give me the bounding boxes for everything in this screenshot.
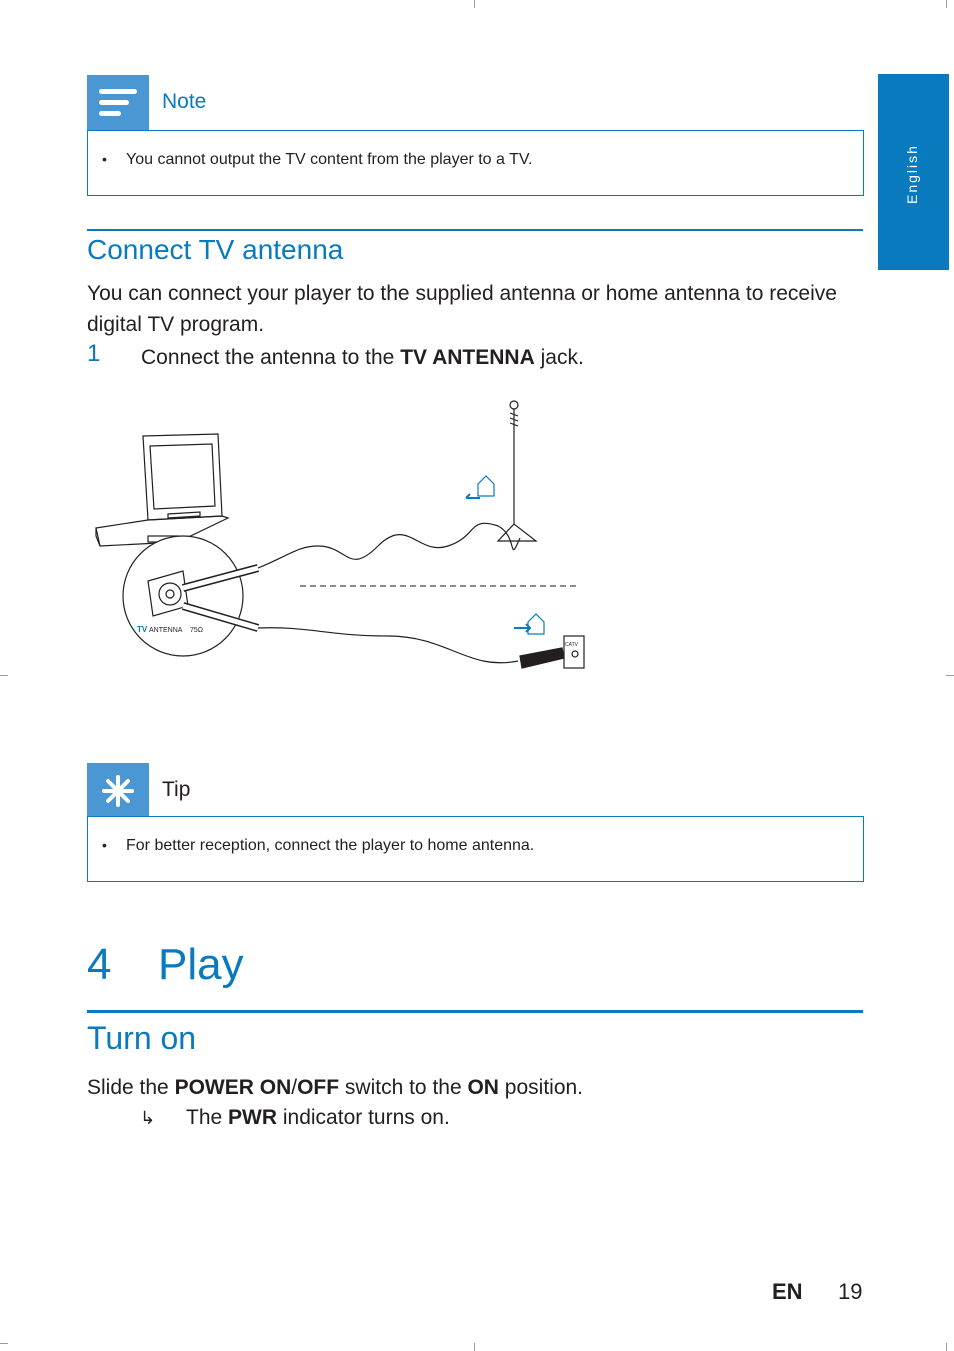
chapter-number: 4	[87, 940, 112, 989]
keyword-pwr: PWR	[228, 1106, 278, 1129]
step-text	[141, 342, 584, 373]
crop-mark	[474, 0, 475, 8]
portable-player-icon	[96, 434, 228, 546]
tip-icon	[87, 763, 149, 819]
note-box	[87, 130, 864, 196]
jack-magnifier	[123, 536, 243, 656]
keyword-on: ON	[467, 1076, 499, 1099]
turn-on-result	[186, 1102, 450, 1133]
footer-lang-code: EN	[772, 1279, 803, 1304]
crop-mark	[0, 1343, 8, 1344]
crop-mark	[946, 1343, 947, 1351]
step-number: 1	[87, 340, 101, 367]
step-prefix: Connect the antenna to the	[141, 346, 401, 369]
connect-intro: You can connect your player to the supplied antenna or home antenna to receive digital TV program.	[87, 282, 837, 336]
tip-box	[87, 816, 864, 882]
keyword-slash: /	[291, 1076, 298, 1099]
note-icon	[87, 75, 149, 131]
bullet-icon: •	[102, 151, 107, 167]
section-title-turn-on: Turn on	[87, 1020, 197, 1056]
turn-on-text-mid: switch to the	[339, 1076, 468, 1099]
crop-mark	[0, 675, 8, 676]
tip-label: Tip	[162, 778, 191, 801]
chapter-divider	[87, 1010, 863, 1013]
keyword-off: OFF	[297, 1076, 340, 1099]
keyword-power-on: POWER ON	[174, 1076, 292, 1099]
result-text-pre: The	[186, 1106, 229, 1129]
house-icon-wall	[514, 614, 544, 634]
turn-on-text-pre: Slide the	[87, 1076, 175, 1099]
tip-bullet	[102, 837, 534, 855]
note-bullet-text: You cannot output the TV content from the player to a TV.	[126, 151, 533, 168]
tip-bullet-text: For better reception, connect the player to home antenna.	[126, 837, 535, 854]
wall-cable	[258, 628, 518, 663]
step-keyword: TV ANTENNA	[400, 346, 535, 369]
bullet-icon: •	[102, 837, 107, 853]
chapter-title: Play	[158, 940, 244, 989]
language-label: English	[904, 144, 920, 204]
wall-socket-label: CATV	[565, 642, 578, 648]
plug-icon	[520, 648, 564, 668]
note-label: Note	[162, 90, 207, 113]
note-bullet	[102, 151, 533, 169]
antenna-icon	[498, 401, 536, 541]
turn-on-text-post: position.	[498, 1076, 584, 1099]
crop-mark	[474, 1343, 475, 1351]
result-text-post: indicator turns on.	[277, 1106, 450, 1129]
house-icon-antenna	[466, 476, 494, 498]
jack-model: 75Ω	[190, 627, 204, 634]
antenna-cable	[258, 523, 520, 568]
jack-label-tv: TV	[137, 625, 148, 634]
language-side-tab	[878, 74, 949, 270]
result-arrow-icon: ↳	[140, 1108, 156, 1128]
page-number: 19	[838, 1279, 863, 1304]
step-suffix: jack.	[534, 346, 584, 369]
antenna-connection-illustration	[88, 396, 598, 676]
turn-on-instruction	[87, 1072, 583, 1103]
section-divider	[87, 229, 863, 231]
section-title-connect: Connect TV antenna	[87, 234, 344, 265]
wall-socket-icon	[564, 636, 584, 668]
crop-mark	[946, 0, 947, 8]
crop-mark	[946, 675, 954, 676]
jack-label-antenna: ANTENNA	[149, 627, 183, 634]
